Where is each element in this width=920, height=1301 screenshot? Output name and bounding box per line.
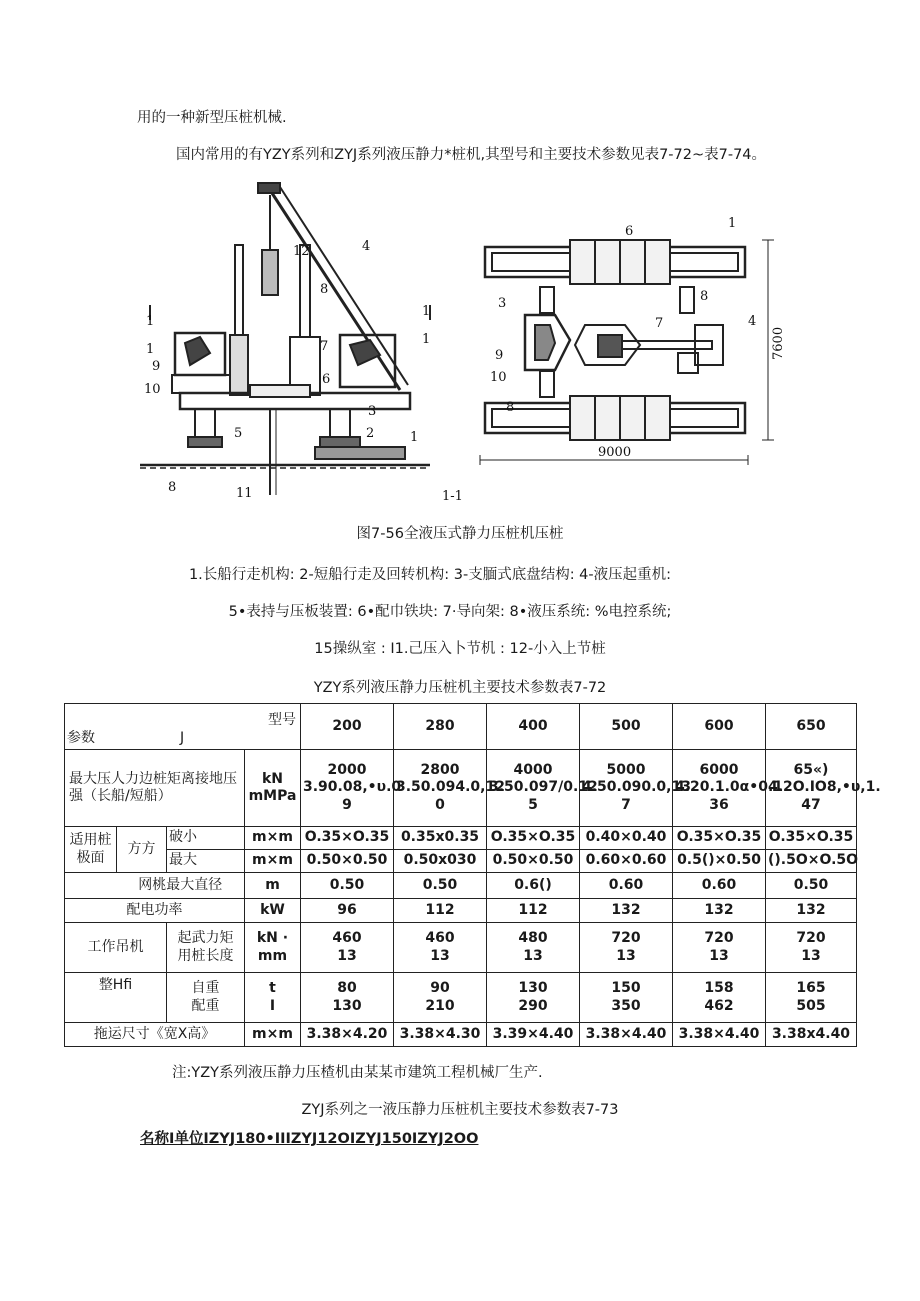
weight-unit-a: t — [269, 980, 276, 996]
weight-cell — [487, 973, 580, 1023]
figure-caption: 图7-56全液压式静力压桩机压桩 — [356, 526, 564, 542]
max-size-cell: 0.50x030 — [394, 850, 487, 873]
callout-left-10: 10 — [144, 382, 161, 397]
max-size-cell: 0.60×0.60 — [580, 850, 673, 873]
callout-right-6: 6 — [625, 224, 634, 239]
section-mark-1c: 1 — [146, 342, 155, 357]
press-force: 6000 — [699, 761, 739, 778]
spec-table-7-72 — [64, 703, 881, 1047]
press-cell — [301, 750, 402, 827]
transport-cell: 3.38×4.40 — [580, 1023, 673, 1047]
counter-weight: 462 — [704, 997, 734, 1014]
weight-units — [245, 973, 301, 1023]
max-size-cell: 0.5()×0.50 — [673, 850, 766, 873]
press-pressure: 3.50.094.0,12 — [396, 779, 505, 796]
crane-label: 工作吊机 — [65, 923, 167, 973]
weight-cell — [394, 973, 487, 1023]
callout-left-4: 4 — [362, 239, 371, 254]
callout-right-7: 7 — [655, 316, 664, 331]
diameter-cell: 0.50 — [301, 873, 394, 899]
crane-cell — [580, 923, 673, 973]
model-header: 280 — [394, 704, 487, 750]
corner-mark: J — [180, 729, 185, 746]
weight-cell — [301, 973, 394, 1023]
model-header: 650 — [766, 704, 857, 750]
counter-weight: 210 — [425, 997, 455, 1014]
self-weight: 90 — [430, 980, 450, 996]
callout-left-2: 2 — [366, 426, 375, 441]
dim-height: 7600 — [771, 326, 786, 360]
crane-moment: 720 — [611, 930, 641, 946]
callout-left-7: 7 — [320, 339, 329, 354]
diameter-cell: 0.50 — [766, 873, 857, 899]
self-weight: 130 — [518, 980, 548, 996]
counter-weight: 290 — [518, 997, 548, 1014]
weight-sub-labels — [167, 973, 245, 1023]
crane-unit-b: mm — [257, 947, 288, 964]
crane-unit-a: kN · — [256, 930, 289, 946]
crane-units — [245, 923, 301, 973]
press-pressure-tail: 7 — [621, 796, 631, 813]
crane-length: 13 — [801, 947, 821, 964]
crane-moment: 480 — [518, 930, 548, 946]
crane-sub-labels — [167, 923, 245, 973]
press-param-label: 最大压人力边桩矩离接地压强（长船/短船） — [65, 750, 245, 827]
table2-title: ZYJ系列之一液压静力压桩机主要技术参数表7-73 — [301, 1102, 619, 1118]
corner-model-label: 型号 — [268, 712, 296, 728]
press-force: 4000 — [513, 761, 553, 778]
press-force: 2800 — [420, 761, 460, 778]
power-cell: 132 — [673, 899, 766, 923]
callout-right-9: 9 — [495, 348, 504, 363]
crane-cell — [301, 923, 394, 973]
press-pressure: 4.2O.IO8,•υ,1. — [768, 779, 881, 796]
callout-right-10: 10 — [490, 370, 507, 385]
press-unit-a: kN — [261, 770, 284, 787]
corner-param-label: 参数 — [67, 729, 95, 746]
callout-left-11: 11 — [236, 486, 253, 501]
crane-cell — [394, 923, 487, 973]
power-cell: 132 — [766, 899, 857, 923]
max-size-cell: 0.50×0.50 — [487, 850, 580, 873]
diameter-cell: 0.50 — [394, 873, 487, 899]
unit-cell: m — [245, 873, 301, 899]
crane-sub-b: 用桩长度 — [177, 947, 234, 964]
pile-section-label: 适用桩极面 — [65, 827, 117, 873]
self-weight: 158 — [704, 980, 734, 996]
table-row — [65, 1023, 857, 1047]
min-size-cell: 0.35x0.35 — [394, 827, 487, 850]
callout-right-8b: 8 — [506, 400, 515, 415]
press-force: 2000 — [327, 761, 367, 778]
max-size-cell: ().5O×O.5O — [766, 850, 857, 873]
callout-left-1: 1 — [410, 430, 419, 445]
legend-line-2: 5•表持与压板装置: 6•配巾铁块: 7·导向架: 8•液压系统: %电控系统; — [228, 604, 672, 620]
model-header: 200 — [301, 704, 394, 750]
press-cell — [766, 750, 881, 827]
crane-moment: 720 — [796, 930, 826, 946]
callout-left-12: 12 — [293, 244, 310, 259]
min-size-cell: O.35×O.35 — [673, 827, 766, 850]
table2-header-row: 名称I单位IZYJ180•IIIZYJ12OIZYJ150IZYJ2OO — [140, 1131, 479, 1147]
press-pressure: 4.20.1.0α•0.1 — [675, 779, 784, 796]
weight-cell — [673, 973, 766, 1023]
press-unit-b: mMPa — [248, 788, 297, 804]
transport-cell: 3.38×4.20 — [301, 1023, 394, 1047]
press-pressure: 3.90.08,•υ.0 — [303, 779, 402, 796]
table1-title: YZY系列液压静力压桩机主要技术参数表7-72 — [313, 680, 607, 696]
press-pressure: 4.50.090.0,13 — [582, 779, 691, 796]
weight-cell — [766, 973, 857, 1023]
table-note: 注:YZY系列液压静力压楂机由某某市建筑工程机械厂生产. — [172, 1065, 543, 1081]
model-header: 400 — [487, 704, 580, 750]
self-weight: 165 — [796, 980, 826, 996]
press-force: 65«) — [793, 761, 829, 778]
dim-width: 9000 — [598, 445, 632, 460]
weight-sub-b: 配重 — [191, 997, 220, 1014]
plan-view-drawing — [480, 240, 774, 465]
callout-right-4: 4 — [748, 314, 757, 329]
power-cell: 112 — [394, 899, 487, 923]
transport-cell: 3.38×4.40 — [673, 1023, 766, 1047]
max-label: 最大 — [167, 850, 245, 873]
intro-line: 用的一种新型压桩机械. — [137, 110, 287, 126]
press-cell — [673, 750, 784, 827]
press-pressure-tail: 9 — [342, 796, 352, 813]
press-pressure: 3.50.097/0.12 — [489, 779, 598, 796]
section-label: 1-1 — [442, 489, 463, 504]
section-mark-1b: 1 — [422, 332, 431, 347]
self-weight: 150 — [611, 980, 641, 996]
table-row — [65, 750, 857, 827]
counter-weight: 350 — [611, 997, 641, 1014]
table-row — [65, 923, 857, 973]
table-row — [65, 973, 857, 1023]
transport-cell: 3.38x4.40 — [766, 1023, 857, 1047]
press-cell — [394, 750, 505, 827]
table-row — [65, 899, 857, 923]
unit-cell: m×m — [245, 827, 301, 850]
crane-cell — [673, 923, 766, 973]
crane-length: 13 — [523, 947, 543, 964]
callout-right-1: 1 — [728, 216, 737, 231]
power-cell: 112 — [487, 899, 580, 923]
transport-label: 拖运尺寸《宽X高》 — [65, 1023, 245, 1047]
power-label: 配电功率 — [65, 899, 245, 923]
legend-line-3: 15操纵室 : I1.己压入卜节机 : 12-小入上节桩 — [314, 641, 606, 657]
press-force: 5000 — [606, 761, 646, 778]
weight-label: 整Hfi — [65, 973, 167, 1023]
legend-line-1: 1.长船行走机构: 2-短船行走及回转机构: 3-支腼式底盘结构: 4-液压起重机: — [188, 567, 672, 583]
diameter-cell: 0.60 — [673, 873, 766, 899]
callout-left-8: 8 — [320, 282, 329, 297]
crane-length: 13 — [616, 947, 636, 964]
weight-cell — [580, 973, 673, 1023]
table-row — [65, 873, 857, 899]
power-cell: 96 — [301, 899, 394, 923]
press-pressure-tail: 5 — [528, 796, 538, 813]
min-size-cell: O.35×O.35 — [301, 827, 394, 850]
transport-cell: 3.39×4.40 — [487, 1023, 580, 1047]
crane-sub-a: 起武力矩 — [177, 930, 234, 946]
square-label: 方方 — [117, 827, 167, 873]
crane-moment: 720 — [704, 930, 734, 946]
unit-cell: kW — [245, 899, 301, 923]
side-elevation-drawing — [140, 183, 430, 495]
press-cell — [487, 750, 598, 827]
callout-right-3: 3 — [498, 296, 507, 311]
header-corner-cell — [65, 704, 301, 750]
counter-weight: 505 — [796, 997, 826, 1014]
table-row — [65, 704, 857, 750]
callout-left-9: 9 — [152, 359, 161, 374]
weight-sub-a: 自重 — [191, 980, 220, 996]
min-size-cell: 0.40×0.40 — [580, 827, 673, 850]
crane-cell — [766, 923, 857, 973]
callout-left-5: 5 — [234, 426, 243, 441]
table-row — [65, 827, 857, 850]
callout-right-8: 8 — [700, 289, 709, 304]
blank-cell — [65, 873, 117, 899]
section-mark-1d: 1 — [422, 304, 431, 319]
model-header: 600 — [673, 704, 766, 750]
section-mark-1a: 1 — [146, 314, 155, 329]
table-row — [65, 850, 857, 873]
unit-cell: m×m — [245, 850, 301, 873]
callout-left-3: 3 — [368, 404, 377, 419]
pile-driver-figure — [130, 175, 790, 505]
diameter-cell: 0.60 — [580, 873, 673, 899]
press-units — [245, 750, 301, 827]
callout-left-6: 6 — [322, 372, 331, 387]
diameter-label: 网桃最大直径 — [117, 873, 245, 899]
press-pressure-tail: 0 — [435, 796, 445, 813]
diameter-cell: 0.6() — [487, 873, 580, 899]
crane-cell — [487, 923, 580, 973]
counter-weight: 130 — [332, 997, 362, 1014]
crane-moment: 460 — [332, 930, 362, 946]
press-pressure-tail: 36 — [709, 796, 729, 813]
power-cell: 132 — [580, 899, 673, 923]
min-size-cell: O.35×O.35 — [766, 827, 857, 850]
crane-length: 13 — [337, 947, 357, 964]
self-weight: 80 — [337, 980, 357, 996]
press-pressure-tail: 47 — [801, 796, 821, 813]
min-label: 破小 — [167, 827, 245, 850]
min-size-cell: O.35×O.35 — [487, 827, 580, 850]
callout-left-8b: 8 — [168, 480, 177, 495]
model-header: 500 — [580, 704, 673, 750]
max-size-cell: 0.50×0.50 — [301, 850, 394, 873]
crane-moment: 460 — [425, 930, 455, 946]
crane-length: 13 — [709, 947, 729, 964]
intro-paragraph: 国内常用的有YZY系列和ZYJ系列液压静力*桩机,其型号和主要技术参数见表7-72~表7-74。 — [176, 147, 767, 163]
press-cell — [580, 750, 691, 827]
unit-cell: m×m — [245, 1023, 301, 1047]
weight-unit-b: I — [269, 997, 276, 1014]
transport-cell: 3.38×4.30 — [394, 1023, 487, 1047]
crane-length: 13 — [430, 947, 450, 964]
